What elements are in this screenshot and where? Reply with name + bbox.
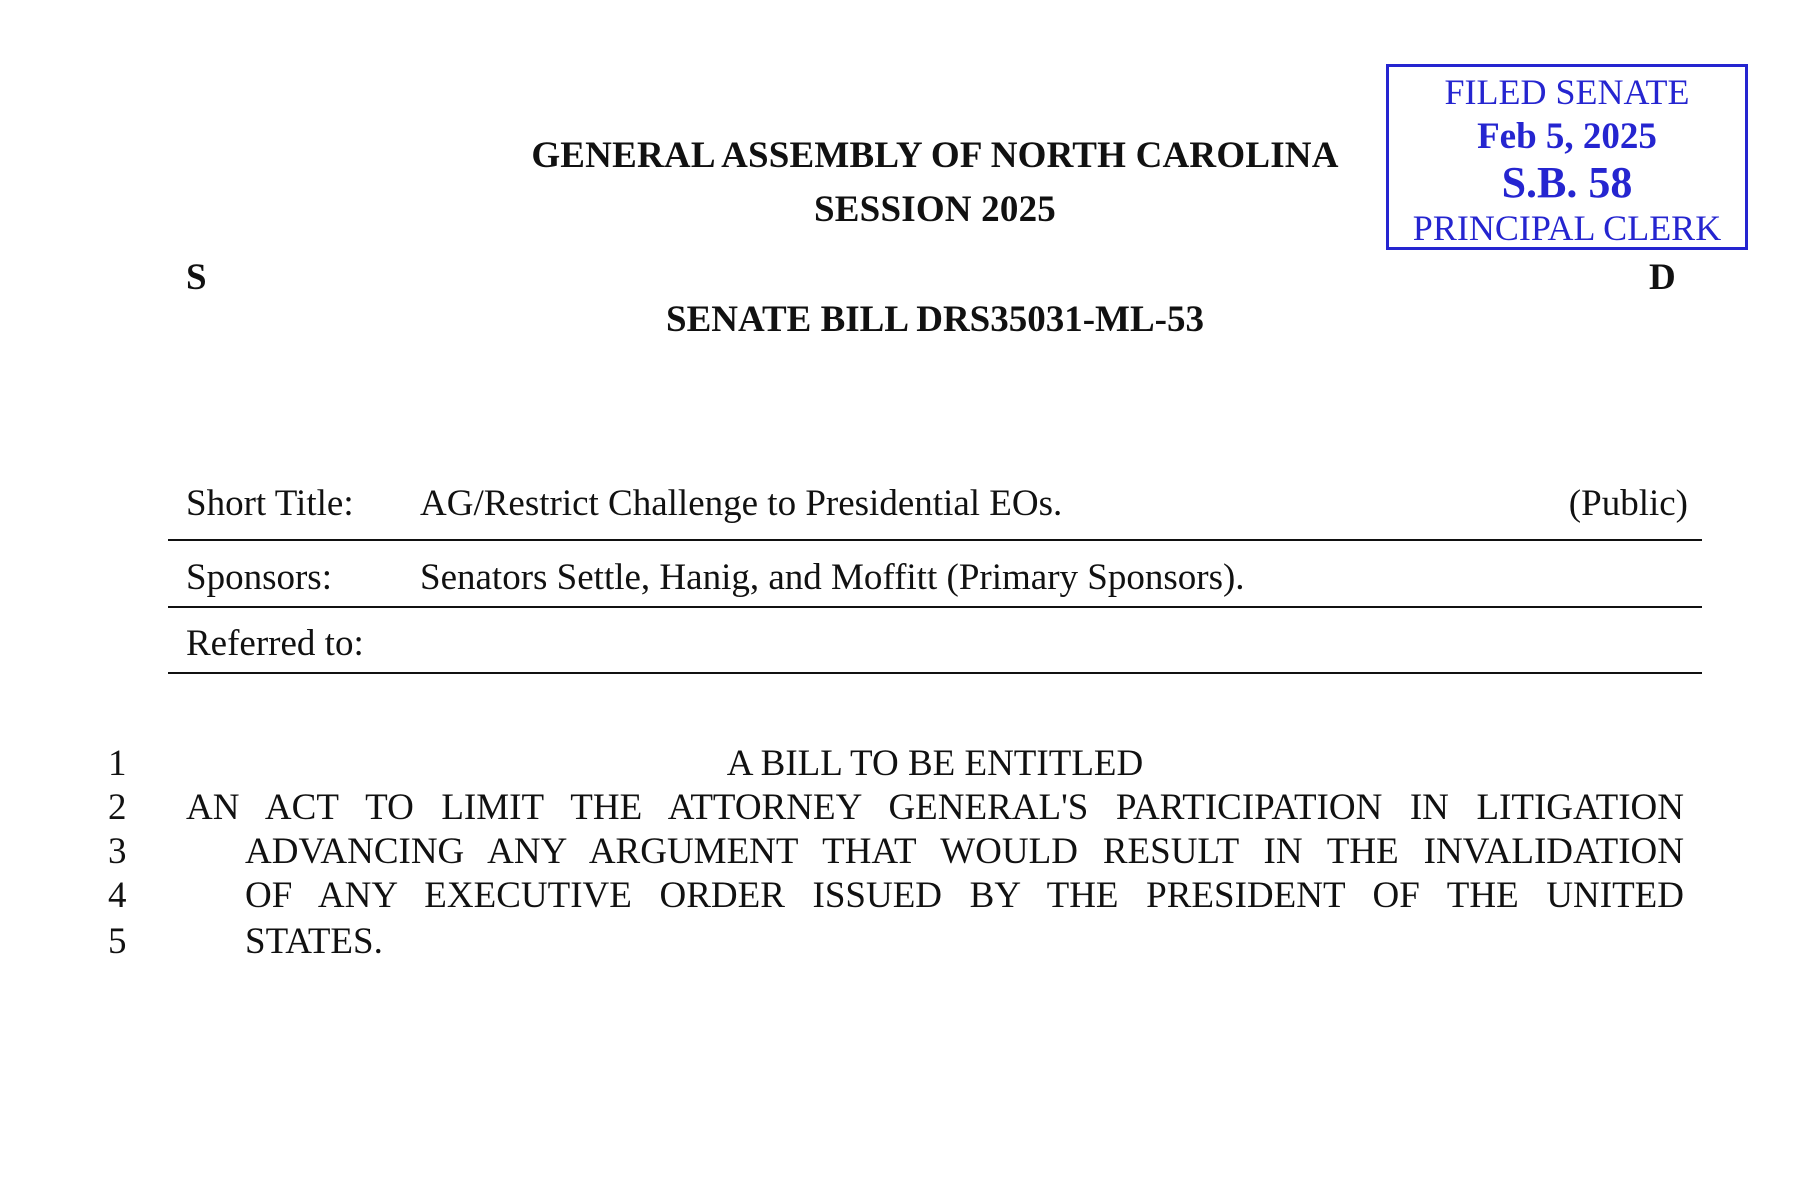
stamp-filed-text: FILED SENATE — [1444, 72, 1690, 112]
short-title-label: Short Title: — [186, 483, 354, 524]
stamp-date: Feb 5, 2025 — [1477, 116, 1657, 157]
bill-entitled-heading: A BILL TO BE ENTITLED — [726, 743, 1144, 784]
version-letter: D — [1649, 257, 1676, 298]
session-heading: SESSION 2025 — [814, 189, 1056, 230]
table-divider — [168, 539, 1702, 541]
line-number: 5 — [108, 921, 127, 962]
bill-title-line: OF ANY EXECUTIVE ORDER ISSUED BY THE PRESIDENT OF THE UNITED — [245, 875, 1684, 916]
bill-title-line: AN ACT TO LIMIT THE ATTORNEY GENERAL'S PARTICIPATION IN LITIGATION — [186, 787, 1684, 828]
chamber-letter: S — [186, 257, 207, 298]
filing-stamp — [1386, 64, 1748, 250]
line-number: 2 — [108, 787, 127, 828]
bill-title-line: ADVANCING ANY ARGUMENT THAT WOULD RESULT IN THE INVALIDATION — [245, 831, 1684, 872]
short-title-value: AG/Restrict Challenge to Presidential EOs. — [420, 483, 1063, 524]
referred-to-label: Referred to: — [186, 623, 364, 664]
stamp-clerk-text: PRINCIPAL CLERK — [1412, 208, 1722, 248]
sponsors-label: Sponsors: — [186, 557, 332, 598]
public-label: (Public) — [1568, 483, 1688, 524]
bill-number-heading: SENATE BILL DRS35031-ML-53 — [666, 299, 1204, 340]
line-number: 4 — [108, 875, 127, 916]
stamp-bill-number: S.B. 58 — [1501, 158, 1633, 207]
line-number: 1 — [108, 743, 127, 784]
table-divider — [168, 672, 1702, 674]
table-divider — [168, 606, 1702, 608]
assembly-heading: GENERAL ASSEMBLY OF NORTH CAROLINA — [531, 135, 1339, 176]
line-number: 3 — [108, 831, 127, 872]
bill-title-line: STATES. — [245, 921, 383, 962]
sponsors-value: Senators Settle, Hanig, and Moffitt (Primary Sponsors). — [420, 557, 1245, 598]
